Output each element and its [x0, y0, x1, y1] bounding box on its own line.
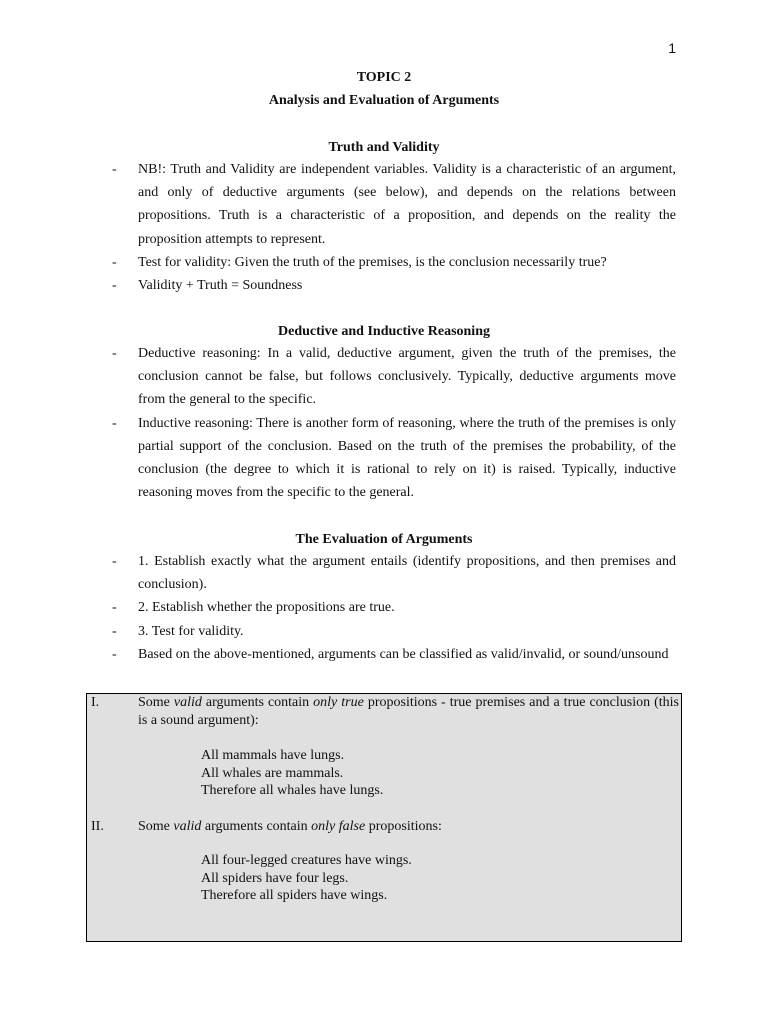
bullet-dash: - — [112, 162, 117, 177]
syllogism-1 — [201, 747, 383, 800]
bullet-dash: - — [112, 554, 117, 569]
bullet-text: Deductive reasoning: In a valid, deductive argument, given the truth of the premises, the conclusion cannot be false, but follows conclusively. Typically, deductive arguments move from the general to the specific. — [138, 346, 676, 408]
bullet-list-truth-validity — [112, 158, 676, 297]
conclusion-line: Therefore all whales have lungs. — [201, 783, 384, 798]
bullet-item — [112, 596, 676, 619]
conclusion-line: Therefore all spiders have wings. — [201, 888, 388, 903]
topic-subtitle: Analysis and Evaluation of Arguments — [268, 93, 500, 108]
title-block — [86, 68, 682, 114]
bullet-item — [112, 158, 676, 251]
bullet-dash: - — [112, 278, 117, 294]
section-heading-truth-validity: Truth and Validity — [328, 140, 440, 155]
bullet-item — [112, 620, 676, 643]
bullet-dash: - — [112, 646, 117, 662]
premise-line: All whales are mammals. — [201, 765, 344, 781]
examples-box — [86, 693, 682, 942]
bullet-text: Test for validity: Given the truth of the premises, is the conclusion necessarily true? — [138, 254, 607, 270]
example-description: Some valid arguments contain only false propositions: — [138, 819, 442, 834]
bullet-list-deductive-inductive — [112, 342, 676, 504]
bullet-dash: - — [112, 254, 117, 270]
bullet-dash: - — [112, 623, 117, 639]
syllogism-2 — [201, 852, 412, 905]
bullet-list-evaluation — [112, 550, 676, 666]
bullet-text: Based on the above-mentioned, arguments can be classified as valid/invalid, or sound/unsound — [138, 646, 669, 662]
bullet-dash: - — [112, 600, 117, 616]
section-heading-evaluation: The Evaluation of Arguments — [295, 532, 473, 547]
premise-line: All spiders have four legs. — [201, 870, 349, 886]
bullet-text: Validity + Truth = Soundness — [138, 278, 303, 294]
bullet-item — [112, 251, 676, 274]
bullet-text: 2. Establish whether the propositions are true. — [138, 600, 395, 616]
example-numeral: II. — [91, 819, 104, 834]
bullet-item — [112, 342, 676, 412]
example-description: Some valid arguments contain only true propositions - true premises and a true conclusion (this is a sound argument): — [138, 695, 679, 728]
bullet-dash: - — [112, 415, 117, 431]
bullet-item — [112, 550, 676, 596]
bullet-text: NB!: Truth and Validity are independent variables. Validity is a characteristic of an argument, and only of deductive arguments (see below), and depends on the relations between propositions. Truth is a characteristic of a proposition, and depends on the reality the proposition attempts to represent. — [138, 162, 676, 247]
bullet-item — [112, 643, 676, 666]
bullet-text: 1. Establish exactly what the argument entails (identify propositions, and then premises and conclusion). — [138, 554, 676, 593]
bullet-item — [112, 274, 676, 297]
bullet-item — [112, 412, 676, 505]
bullet-dash: - — [112, 346, 117, 361]
page-number: 1 — [668, 40, 676, 56]
section-heading-deductive-inductive: Deductive and Inductive Reasoning — [278, 324, 490, 339]
example-numeral: I. — [91, 695, 100, 710]
bullet-text: 3. Test for validity. — [138, 623, 244, 639]
topic-title: TOPIC 2 — [356, 70, 412, 85]
bullet-text: Inductive reasoning: There is another form of reasoning, where the truth of the premises is only partial support of the conclusion. Based on the truth of the premises the probability, of the conclusion (the degree to which it is rational to rely on it) is raised. Typically, inductive reasoning moves from the specific to the general. — [138, 415, 676, 501]
premise-line: All four-legged creatures have wings. — [201, 853, 412, 868]
premise-line: All mammals have lungs. — [201, 748, 345, 763]
